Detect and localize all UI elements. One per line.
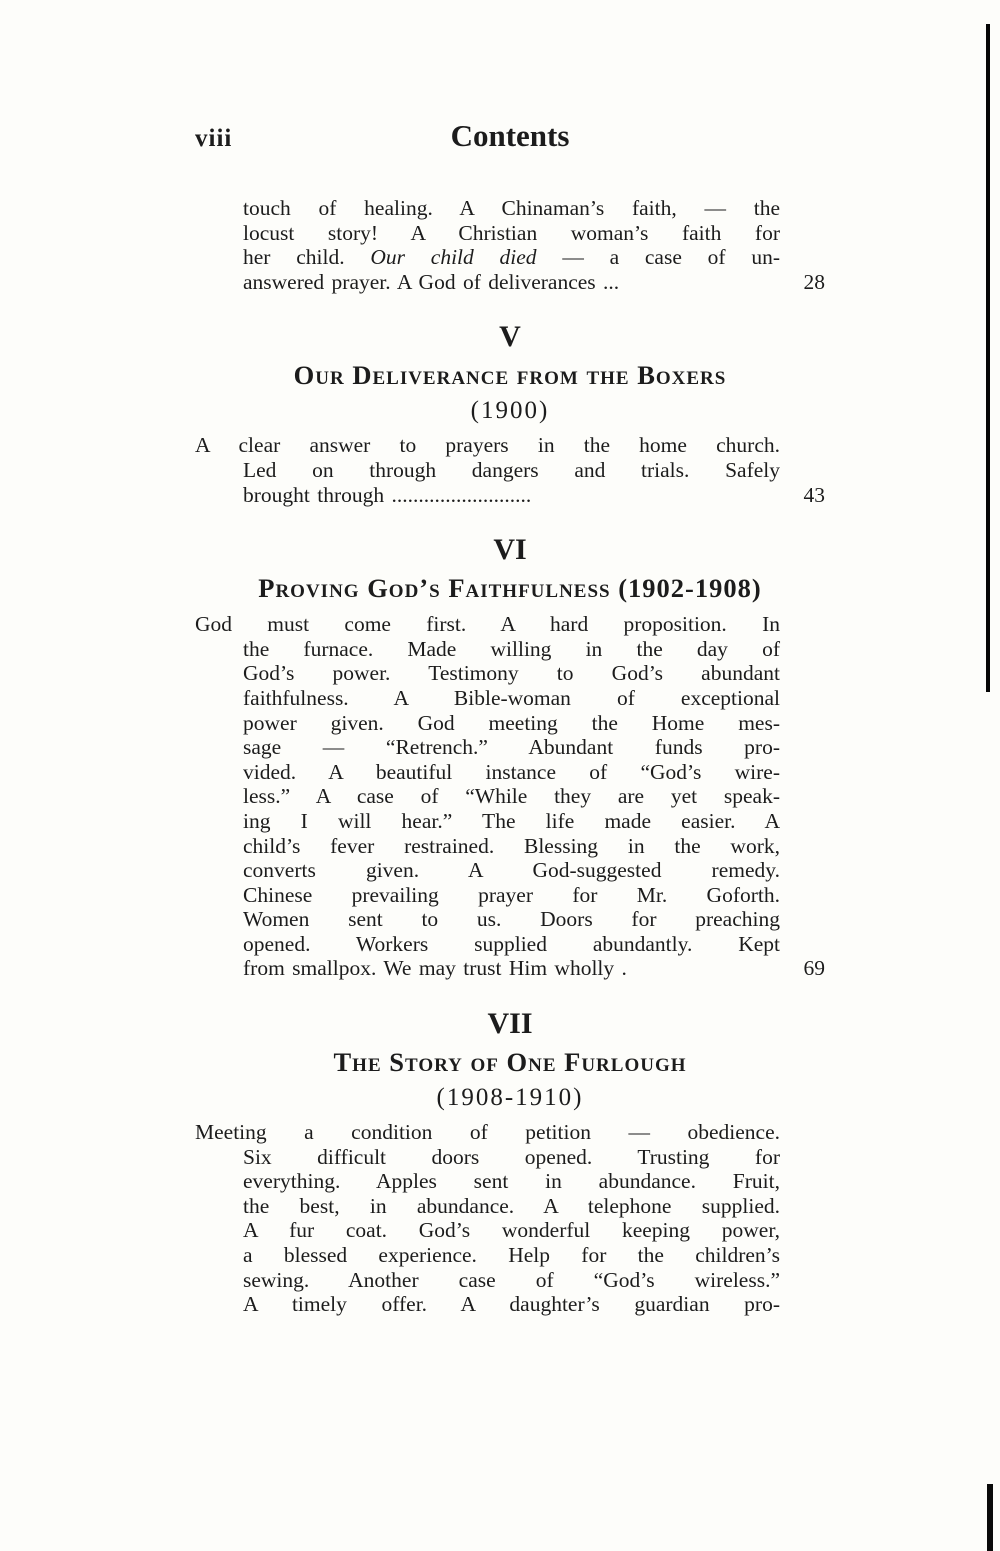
- toc-line: [243, 245, 780, 270]
- toc-line-text: Led on through dangers and trials. Safely: [243, 457, 780, 482]
- toc-line: [243, 1145, 780, 1170]
- toc-line-text: God’s power. Testimony to God’s abundant: [243, 661, 780, 686]
- chapter-summary: [195, 612, 825, 981]
- toc-line-text: ing I will hear.” The life made easier. A: [243, 808, 780, 833]
- toc-line-text: her child. Our child died — a case of un-: [243, 245, 780, 270]
- toc-line-text: the furnace. Made willing in the day of: [243, 636, 780, 661]
- toc-line: [243, 661, 780, 686]
- toc-line-text: A clear answer to prayers in the home church.: [195, 433, 780, 458]
- chapter-summary: [195, 196, 825, 294]
- toc-line-text: sage — “Retrench.” Abundant funds pro-: [243, 735, 780, 760]
- page-ref: 69: [803, 956, 825, 981]
- toc-line: [243, 932, 780, 957]
- page-header: [195, 118, 825, 162]
- toc-line-text: faithfulness. A Bible-woman of exceptional: [243, 685, 780, 710]
- toc-line-with-page: [243, 956, 825, 981]
- toc-line: [195, 1120, 780, 1145]
- toc-line: [195, 612, 780, 637]
- toc-entries: [195, 196, 825, 1317]
- italic-phrase: Our child died: [370, 245, 537, 270]
- toc-line-text: A timely offer. A daughter’s guardian pro-: [243, 1292, 780, 1317]
- toc-line-text: God must come first. A hard proposition. In: [195, 612, 780, 637]
- toc-line-text: child’s fever restrained. Blessing in the work,: [243, 833, 780, 858]
- toc-line: [243, 458, 780, 483]
- toc-line-text: a blessed experience. Help for the children’s: [243, 1243, 780, 1268]
- toc-line-text: touch of healing. A Chinaman’s faith, — the: [243, 196, 780, 220]
- scan-artifact-top: [986, 24, 990, 692]
- chapter-number: V: [499, 320, 521, 354]
- toc-line-text: Meeting a condition of petition — obedience.: [195, 1120, 780, 1145]
- contents-page: [195, 118, 825, 1317]
- folio-page-number: viii: [195, 125, 233, 152]
- toc-line-text: converts given. A God-suggested remedy.: [243, 858, 780, 883]
- toc-line: [243, 858, 780, 883]
- chapter-title: Proving God’s Faithfulness (1902-1908): [258, 573, 762, 604]
- toc-line-text: answered prayer. A God of deliverances ...: [243, 269, 620, 294]
- toc-line: [243, 1292, 780, 1317]
- chapter-number: VII: [487, 1007, 533, 1041]
- page-title: Contents: [450, 118, 570, 153]
- toc-line: [243, 834, 780, 859]
- chapter-summary: [195, 433, 825, 507]
- toc-line: [243, 637, 780, 662]
- toc-line-text: power given. God meeting the Home mes-: [243, 710, 780, 735]
- chapter-title: The Story of One Furlough: [333, 1047, 687, 1078]
- toc-entry: [195, 196, 825, 294]
- toc-line-text: opened. Workers supplied abundantly. Kept: [243, 931, 780, 956]
- toc-line-text: Chinese prevailing prayer for Mr. Goforth.: [243, 882, 780, 907]
- toc-line-text: the best, in abundance. A telephone supplied.: [243, 1193, 780, 1218]
- toc-line-text: everything. Apples sent in abundance. Fruit,: [243, 1169, 780, 1194]
- toc-line-with-page: [243, 270, 825, 295]
- toc-line-text: A fur coat. God’s wonderful keeping power,: [243, 1218, 780, 1243]
- toc-line: [243, 907, 780, 932]
- toc-line: [243, 196, 780, 221]
- toc-entry: [195, 1007, 825, 1317]
- toc-line-text: Six difficult doors opened. Trusting for: [243, 1144, 780, 1169]
- toc-line-text: from smallpox. We may trust Him wholly .: [243, 956, 627, 981]
- toc-line: [243, 1194, 780, 1219]
- toc-line: [243, 221, 780, 246]
- toc-line: [243, 1169, 780, 1194]
- toc-line: [195, 433, 780, 458]
- toc-line-text: locust story! A Christian woman’s faith for: [243, 220, 780, 245]
- toc-line: [243, 735, 780, 760]
- toc-line: [243, 1218, 780, 1243]
- toc-line: [243, 1268, 780, 1293]
- toc-line: [243, 883, 780, 908]
- toc-line-text: less.” A case of “While they are yet speak-: [243, 784, 780, 809]
- page-ref: 43: [803, 482, 825, 507]
- toc-line: [243, 1243, 780, 1268]
- toc-line: [243, 784, 780, 809]
- toc-line: [243, 809, 780, 834]
- toc-entry: [195, 533, 825, 981]
- toc-entry: [195, 320, 825, 507]
- toc-line-with-page: [243, 483, 825, 508]
- toc-line-text: Women sent to us. Doors for preaching: [243, 907, 780, 932]
- toc-line: [243, 686, 780, 711]
- toc-line-text: vided. A beautiful instance of “God’s wire-: [243, 759, 780, 784]
- chapter-title: Our Deliverance from the Boxers: [293, 360, 727, 391]
- chapter-summary: [195, 1120, 825, 1317]
- chapter-subtitle: (1908-1910): [436, 1084, 584, 1112]
- toc-line: [243, 711, 780, 736]
- toc-line-text: brought through ..........................: [243, 482, 532, 507]
- chapter-subtitle: (1900): [470, 397, 550, 425]
- toc-line: [243, 760, 780, 785]
- scan-artifact-bottom: [987, 1484, 993, 1551]
- toc-line-text: sewing. Another case of “God’s wireless.”: [243, 1267, 780, 1292]
- chapter-number: VI: [493, 533, 527, 567]
- page-ref: 28: [803, 269, 825, 294]
